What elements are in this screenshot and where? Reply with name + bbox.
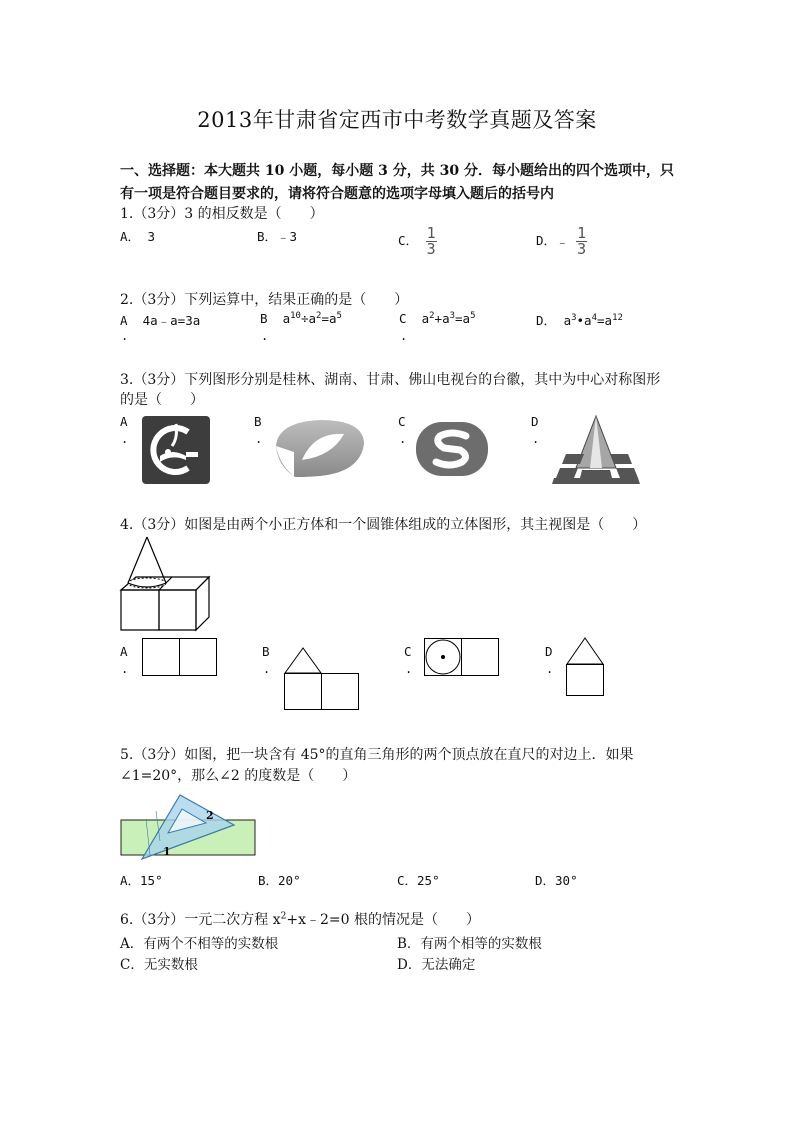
q4-d-triangle [567, 638, 603, 664]
q3-option-a-dot: . [121, 432, 129, 446]
q2-option-a [120, 311, 200, 329]
q2-option-b-dot: . [261, 329, 269, 343]
q1-option-d-denominator: 3 [577, 240, 587, 258]
question-3-line2: 的是（ ） [120, 392, 204, 408]
q2-option-c [399, 311, 476, 326]
q4-c-center-dot [441, 655, 445, 659]
q4-option-d-figure [566, 637, 606, 697]
cube-2-front [159, 590, 196, 630]
q3-logo-b [272, 416, 368, 482]
q1-option-d-fraction [576, 226, 587, 257]
q3-option-c-label: C [398, 414, 406, 429]
q2-c-base: a [421, 311, 430, 327]
cone-right-edge [147, 537, 166, 583]
q4-option-a-figure [142, 638, 218, 676]
logo-a-bar [186, 452, 198, 457]
q1-option-d-numerator: 1 [577, 224, 587, 242]
q3-logo-d [550, 416, 642, 486]
q3-option-b-label: B [254, 414, 262, 429]
q2-b-exp1: 10 [290, 311, 301, 321]
q6-option-a: A．有两个不相等的实数根 [120, 936, 279, 952]
q5-ruler-triangle-figure [120, 795, 260, 861]
q2-d-eq: =a [597, 313, 613, 328]
q1-option-c [398, 226, 437, 257]
q4-d-square [567, 665, 604, 696]
q1-option-d-sign: ﹣ [556, 234, 569, 250]
question-5-line2: ∠1=20°，那么∠2 的度数是（ ） [120, 768, 357, 784]
q4-option-a-label: A [120, 644, 128, 659]
q2-option-b-label: B [260, 311, 268, 327]
q2-option-b [260, 311, 342, 326]
q2-c-eq: =a [455, 311, 471, 327]
q4-option-d-label: D [545, 644, 553, 659]
q2-b-base: a [282, 311, 291, 327]
q2-d-exp3: 12 [612, 312, 623, 323]
q1-option-d [536, 226, 587, 257]
question-4: 4.（3分）如图是由两个小正方体和一个圆锥体组成的立体图形，其主视图是（ ） [120, 517, 647, 533]
q2-c-op: +a [434, 311, 450, 327]
q6-option-d: D．无法确定 [397, 957, 476, 973]
q3-logo-c [414, 420, 490, 478]
q4-option-c-figure [424, 638, 500, 676]
q2-d-op: •a [576, 313, 592, 328]
question-3-line1: 3.（3分）下列图形分别是桂林、湖南、甘肃、佛山电视台的台徽，其中为中心对称图形 [120, 372, 661, 388]
q2-option-c-dot: . [400, 329, 408, 343]
q2-b-op: ÷a [300, 311, 317, 327]
q3-option-a-label: A [120, 414, 128, 429]
q4-b-square-1 [285, 674, 322, 710]
question-2: 2.（3分）下列运算中，结果正确的是（ ） [120, 292, 409, 308]
q4-a-square-1 [143, 639, 180, 676]
q1-option-c-fraction [426, 226, 437, 257]
q2-b-exp2: 2 [316, 311, 322, 321]
q3-logo-a [142, 416, 210, 484]
logo-d-base [552, 478, 640, 484]
q5-option-a: A．15° [120, 873, 163, 888]
q2-d-exp2: 4 [591, 312, 597, 323]
question-6-text-pre: 6.（3分）一元二次方程 x [120, 912, 281, 928]
q2-d-base: a [563, 313, 572, 328]
q4-option-a-dot: . [121, 662, 129, 676]
q1-option-a: A． 3 [120, 229, 156, 244]
q5-option-b: B．20° [258, 873, 301, 888]
cubes-side [196, 577, 209, 630]
q2-option-d-label: D． [536, 313, 557, 328]
q2-option-a-label: A [120, 313, 128, 328]
q2-c-exp1: 2 [429, 311, 435, 321]
section-heading: 一、选择题：本大题共 10 小题，每小题 3 分，共 30 分．每小题给出的四个选项中，只有一项是符合题目要求的，请将符合题意的选项字母填入题后的括号内 [120, 163, 674, 202]
question-1: 1.（3分）3 的相反数是（ ） [120, 206, 324, 222]
q1-option-d-label: D． [536, 233, 557, 248]
q1-option-c-label: C． [398, 233, 419, 248]
q6-option-c: C．无实数根 [120, 957, 198, 973]
q4-a-square-2 [180, 639, 217, 676]
q1-option-b: B．﹣3 [257, 229, 298, 244]
q4-option-b-dot: . [263, 662, 271, 676]
logo-d-tile-4 [616, 468, 638, 478]
q2-b-exp3: 5 [336, 311, 342, 321]
cone-left-edge [128, 537, 147, 583]
question-5-line1: 5.（3分）如图，把一块含有 45°的直角三角形的两个顶点放在直尺的对边上．如果 [120, 747, 634, 763]
q2-c-exp2: 3 [449, 311, 456, 321]
q2-d-exp1: 3 [571, 312, 577, 323]
q2-option-c-label: C [399, 311, 407, 327]
q4-option-c-label: C [404, 644, 412, 659]
angle-2-label: 2 [206, 809, 214, 822]
logo-a-dot [165, 449, 171, 455]
question-6-text-post: +x﹣2=0 根的情况是（ ） [286, 912, 480, 928]
q4-b-triangle [285, 648, 321, 673]
cube-1-front [121, 590, 159, 630]
q4-b-square-2 [322, 674, 359, 710]
q4-c-square-2 [462, 639, 499, 676]
q4-option-b-label: B [262, 644, 270, 659]
q2-c-exp3: 5 [470, 311, 476, 321]
question-6 [120, 909, 480, 929]
q4-option-d-dot: . [546, 662, 554, 676]
q4-solid-figure [120, 537, 212, 633]
q4-option-c-dot: . [405, 662, 413, 676]
q2-option-a-expr: 4a﹣a=3a [142, 313, 201, 328]
q4-option-b-figure [284, 647, 360, 711]
q2-b-eq: =a [321, 311, 337, 327]
q6-option-b: B．有两个相等的实数根 [397, 936, 542, 952]
q2-option-d [536, 311, 623, 329]
q5-option-c: C．25° [397, 873, 440, 888]
page-title: 2013年甘肃省定西市中考数学真题及答案 [197, 108, 597, 132]
q3-option-b-dot: . [255, 432, 263, 446]
q1-option-c-denominator: 3 [426, 240, 436, 258]
logo-d-tile-5 [580, 470, 612, 478]
q3-option-d-dot: . [532, 432, 540, 446]
angle-1-label: 1 [163, 845, 171, 858]
q2-option-a-dot: . [121, 329, 129, 343]
q1-option-c-numerator: 1 [426, 224, 436, 242]
q3-option-c-dot: . [399, 432, 407, 446]
logo-d-tile-3 [556, 468, 578, 478]
question-6-exponent: 2 [280, 911, 287, 922]
q5-option-d: D．30° [535, 873, 578, 888]
q3-option-d-label: D [531, 414, 539, 429]
